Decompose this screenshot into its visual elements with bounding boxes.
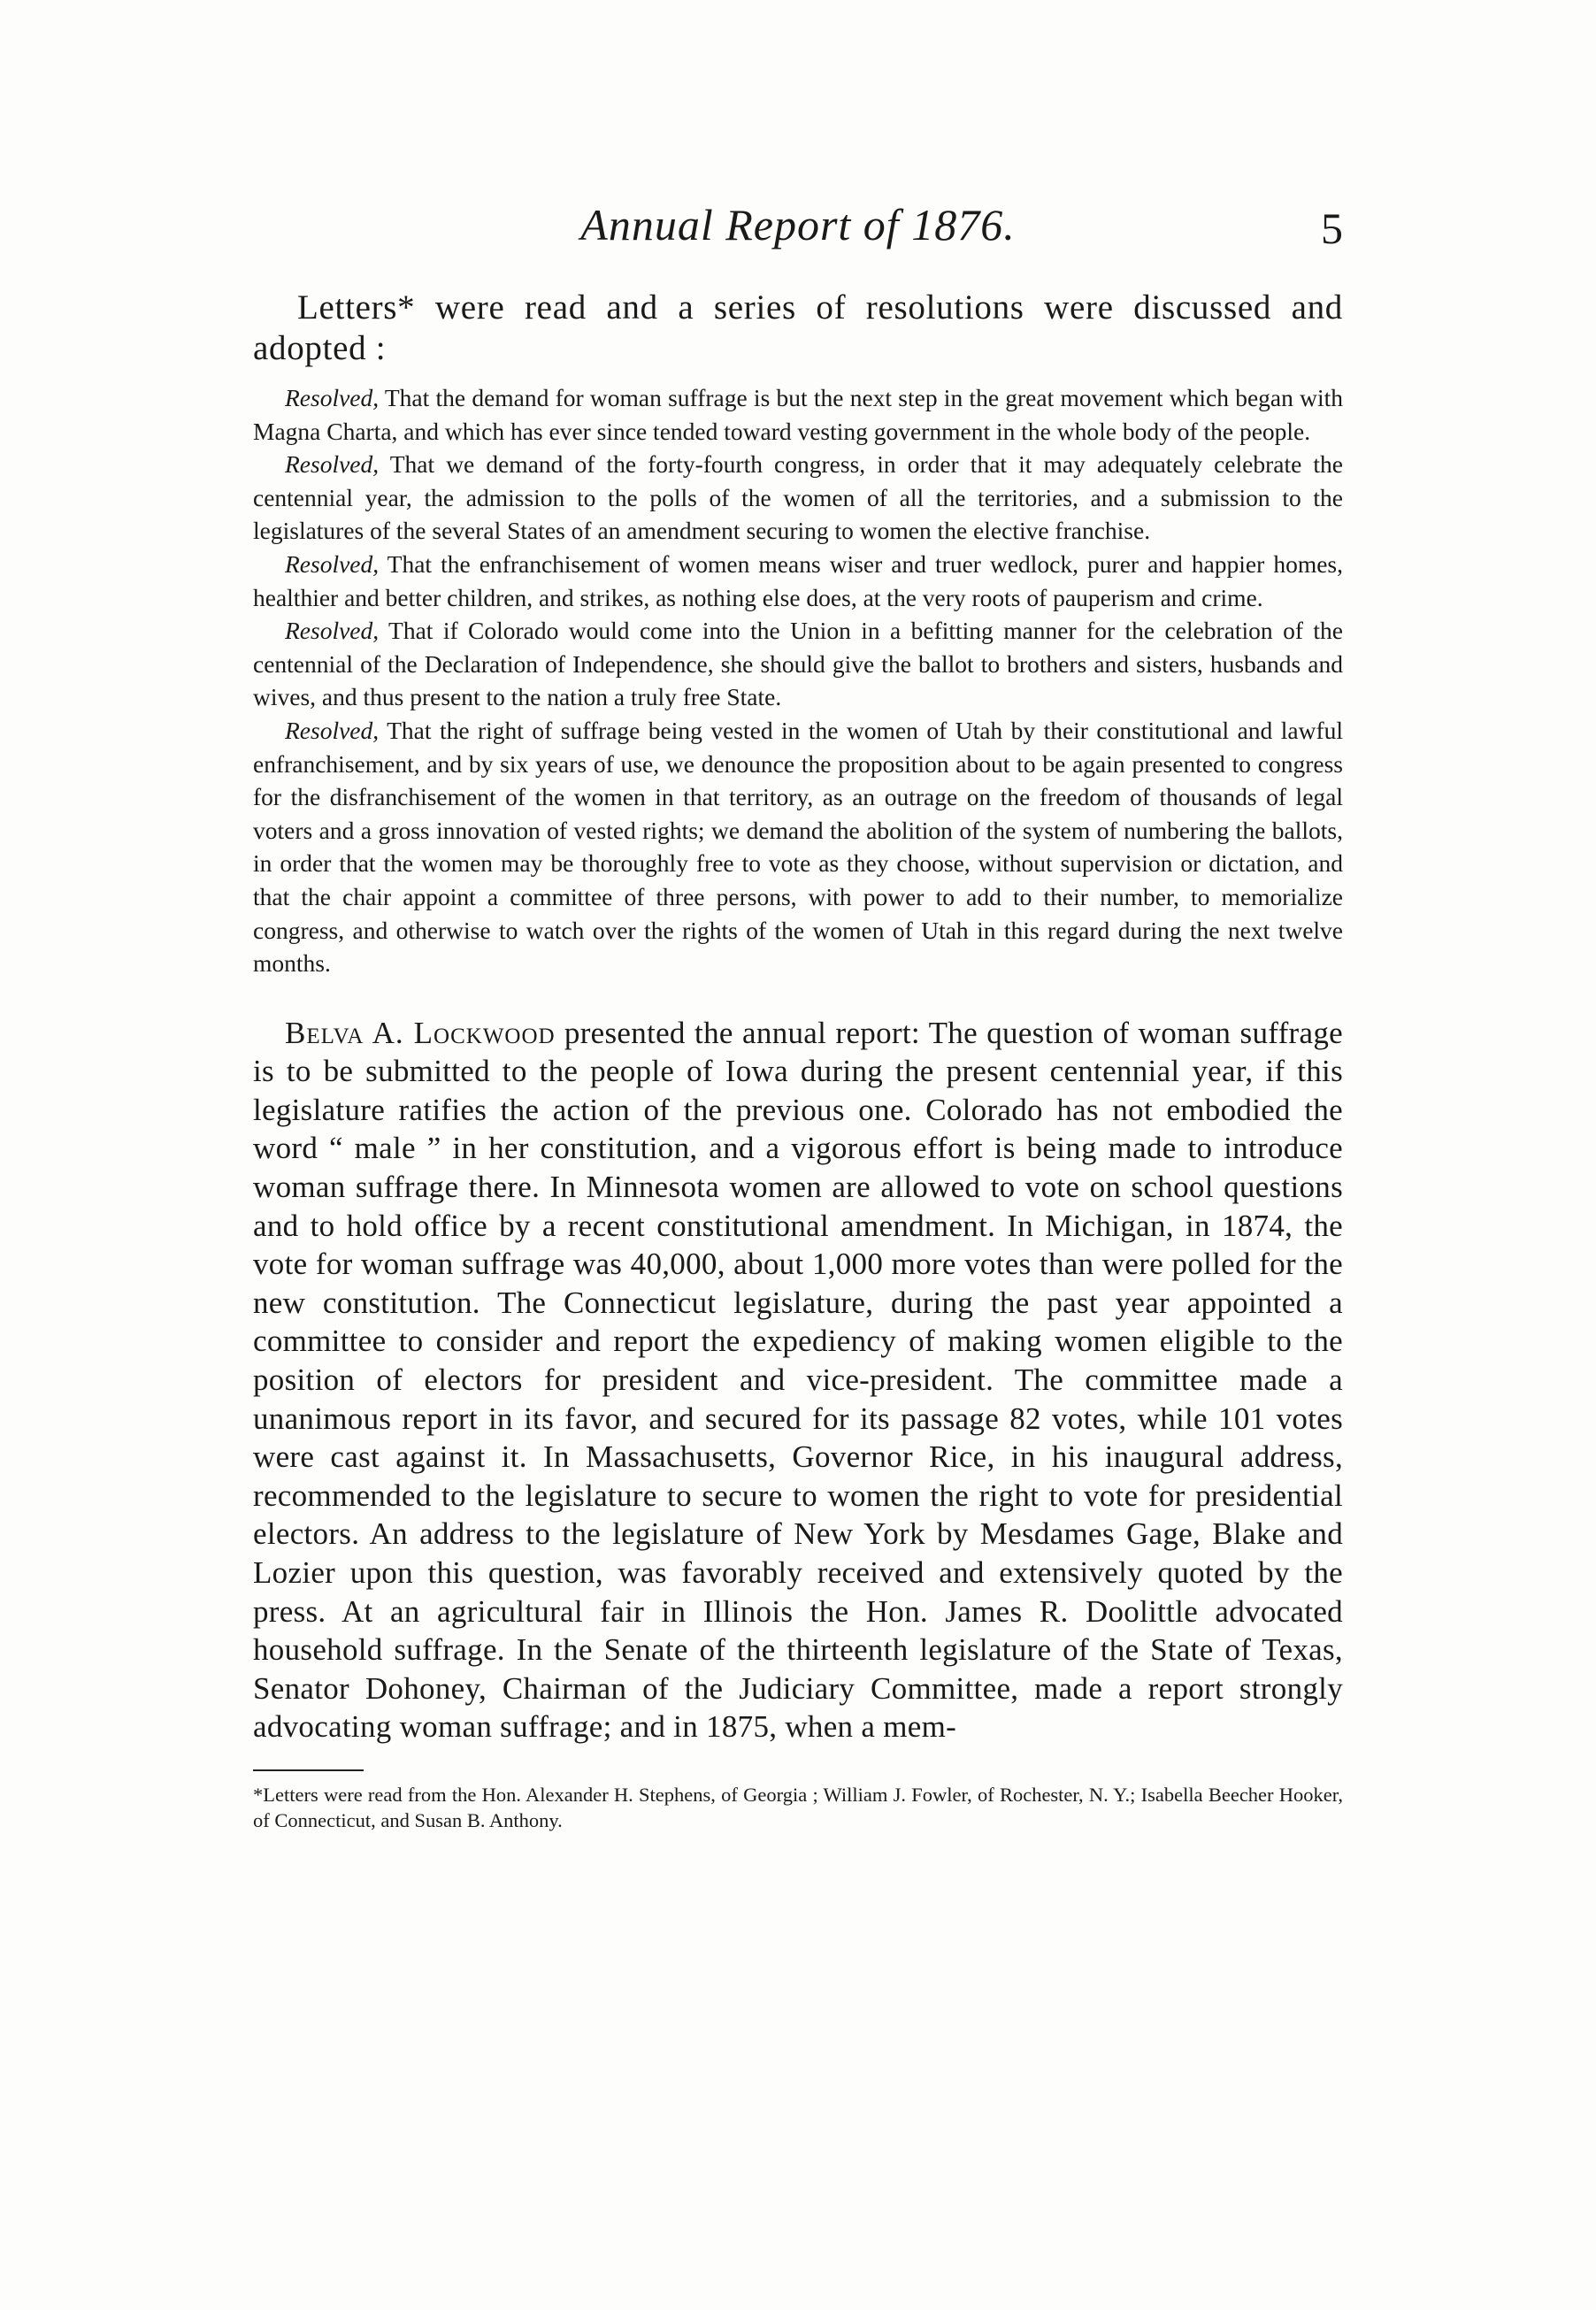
resolution-paragraph [253,614,1343,714]
page-number: 5 [1321,203,1343,253]
resolution-text: That the demand for woman suffrage is but the next step in the great movement which began with Magna Charta, and which has ever since tended toward vesting government in the whole body of the people. [253,384,1343,445]
resolution-lead: Resolved, [285,549,380,578]
resolution-text: That if Colorado would come into the Union in a befitting manner for the celebration of the centennial of the Declaration of Independence, she should give the ballot to brothers and sisters, husbands and wives, and thus present to the nation a truly free State. [253,617,1343,711]
running-head [253,199,1343,261]
resolution-lead: Resolved, [285,384,380,411]
resolution-paragraph [253,714,1343,980]
resolution-paragraph [253,448,1343,548]
resolutions-list [253,381,1343,980]
resolution-lead: Resolved, [285,450,380,479]
resolution-text: That we demand of the forty-fourth congress, in order that it may adequately celebrate the centennial year, the admission to the polls of the women of all the territories, and a submission to the legislatures of the several States of an amendment securing to women the elective franchise. [253,450,1343,545]
page-body [253,288,1343,1853]
report-speaker: Belva A. Lockwood [285,1015,556,1050]
intro-paragraph: Letters* were read and a series of resolutions were discussed and adopted : [253,288,1343,367]
footnote: *Letters were read from the Hon. Alexander H. Stephens, of Georgia ; William J. Fowler, of Rochester, N. Y.; Isabella Beecher Hooker, of Connecticut, and Susan B. Anthony. [253,1783,1343,1831]
report-text: presented the annual report: The question of woman suffrage is to be submitted to the people of Iowa during the present centennial year, if this legislature ratifies the action of the previous one. Colorado has not embodied the word “ male ” in her constitution, and a vigorous effort is being made to introduce woman suffrage there. In Minnesota women are allowed to vote on school questions and to hold office by a recent constitutional amendment. In Michigan, in 1874, the vote for woman suffrage was 40,000, about 1,000 more votes than were polled for the new constitution. The Connecticut legislature, during the past year appointed a committee to consider and report the expediency of making women eligible to the position of electors for president and vice-president. The committee made a unanimous report in its favor, and secured for its passage 82 votes, while 101 votes were cast against it. In Massachusetts, Governor Rice, in his inaugural address, recommended to the legislature to secure to women the right to vote for presidential electors. An address to the legislature of New York by Mesdames Gage, Blake and Lozier upon this question, was favorably received and extensively quoted by the press. At an agricultural fair in Illinois the Hon. James R. Doolittle advocated household suffrage. In the Senate of the thirteenth legislature of the State of Texas, Senator Dohoney, Chairman of the Judiciary Committee, made a report strongly advocating woman suffrage; and in 1875, when a mem- [253,1015,1343,1745]
resolution-paragraph [253,381,1343,448]
footnote-rule [253,1769,364,1771]
resolution-lead: Resolved, [285,617,380,645]
running-title: Annual Report of 1876. [580,200,1016,249]
resolution-paragraph [253,548,1343,614]
resolution-text: That the right of suffrage being vested in the women of Utah by their constitutional and lawful enfranchisement, and by six years of use, we denounce the proposition about to be again presented to congress for the disfranchisement of the women in that territory, as an outrage on the freedom of thousands of legal voters and a gross innovation of vested rights; we demand the abolition of the system of numbering the ballots, in order that the women may be thoroughly free to vote as they choose, without supervision or dictation, and that the chair appoint a committee of three persons, with power to add to their number, to memorialize congress, and otherwise to watch over the rights of the women of Utah in this regard during the next twelve months. [253,716,1343,978]
resolution-text: That the enfranchisement of women means wiser and truer wedlock, purer and happier homes, healthier and better children, and strikes, as nothing else does, at the very roots of pauperism and crime. [253,549,1343,611]
annual-report-paragraph [253,1014,1343,1746]
resolution-lead: Resolved, [285,716,380,744]
